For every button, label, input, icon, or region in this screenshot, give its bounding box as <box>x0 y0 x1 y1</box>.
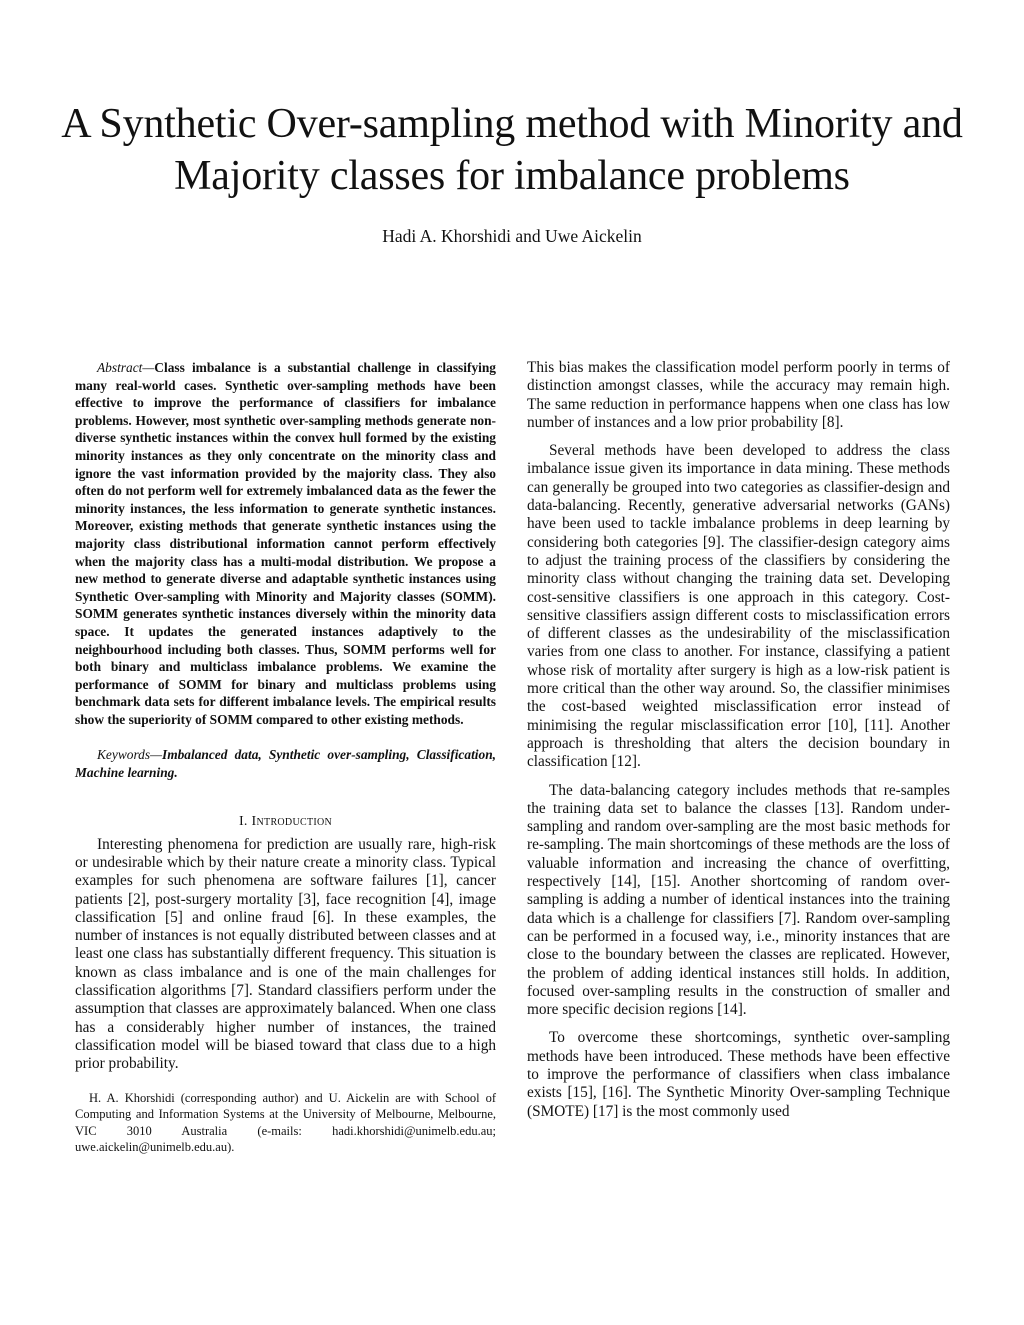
body-paragraph-3: The data-balancing category includes methods that re-samples the training data set to balance the classes [13]. Random under-sampling and random over-sampling are the most basic methods for re-sampling. The main shortcomings of these methods are the loss of valuable information and increasing the chance of overfitting, respectively [14], [15]. Another shortcoming of random over-sampling is adding a number of identical instances into the training data which is a challenge for classifiers [7]. Random over-sampling can be performed in a focused way, i.e., minority instances that are close to the boundary between the classes are replicated. However, the problem of adding identical instances still holds. In addition, focused over-sampling results in the construction of smaller and more specific decision regions [14]. <box>527 781 950 1019</box>
abstract-lead: Abstract— <box>97 360 155 375</box>
keywords-lead: Keywords— <box>97 747 162 763</box>
section-title: Introduction <box>251 813 333 829</box>
author-line: Hadi A. Khorshidi and Uwe Aickelin <box>382 226 642 246</box>
intro-paragraph: Interesting phenomena for prediction are usually rare, high-risk or undesirable which by their nature create a minority class. Typical examples for such phenomena are software failures [1], cancer patients [2], post-surgery mortality [3], face recognition [4], image classification [5] and online fraud [6]. In these examples, the number of instances is not equally distributed between classes and at least one class has substantially different frequency. This situation is known as class imbalance and is one of the main challenges for classification algorithms [7]. Standard classifiers perform under the assumption that classes are approximately balanced. When one class has a considerably higher number of instances, the trained classification model will be biased toward that class due to a high prior probability. <box>75 835 496 1073</box>
body-paragraph-2: Several methods have been developed to address the class imbalance issue given its importance in data mining. These methods can generally be grouped into two categories as classifier-design and data-balancing. Recently, generative adversarial networks (GANs) have been used to tackle imbalance problems in deep learning by considering both categories [9]. The classifier-design category aims to adjust the training process of the classifiers by considering the minority class without changing the training data set. Developing cost-sensitive classifiers is one approach in this category. Cost-sensitive classifiers assign different costs to misclassification errors of different classes as the undesirability of the misclassification varies from one class to another. For instance, classifying a patient whose risk of mortality after surgery is high as a low-risk patient is more critical than the other way around. So, the classifier minimises the cost-based weighted misclassification error instead of minimising the regular misclassification error [10], [11]. Another approach is thresholding that alters the decision boundary in classification [12]. <box>527 442 950 771</box>
keywords-text: Imbalanced data, Synthetic over-sampling, Classification, Machine learning. <box>75 747 496 781</box>
keywords <box>75 746 496 781</box>
body-paragraph-1: This bias makes the classification model perform poorly in terms of distinction amongst classes, while the accuracy may remain high. The same reduction in performance happens when one class has low number of instances and a low prior probability [8]. <box>527 359 950 431</box>
section-number: I. <box>238 813 248 829</box>
author-footnote: H. A. Khorshidi (corresponding author) and U. Aickelin are with School of Computing and Information Systems at the University of Melbourne, Melbourne, VIC 3010 Australia (e-mails: hadi.khorshidi@unimelb.edu.au; uwe.aickelin@unimelb.edu.au). <box>75 1090 496 1155</box>
right-column <box>527 359 950 1121</box>
abstract-text: Class imbalance is a substantial challenge in classifying many real-world cases. Synthetic over-sampling methods have been effective to improve the performance of classifiers for imbalance problems. However, most synthetic over-sampling methods generate non-diverse synthetic instances within the convex hull formed by the existing minority instances as they only concentrate on the minority class and ignore the vast information provided by the majority class. They also often do not perform well for extremely imbalanced data as the fewer the minority instances, the less information to generate synthetic instances. Moreover, existing methods that generate synthetic instances using the majority class distributional information cannot perform effectively when the majority class has a multi-modal distribution. We propose a new method to generate diverse and adaptable synthetic instances using Synthetic Over-sampling with Minority and Majority classes (SOMM). SOMM generates synthetic instances diversely within the minority data space. It updates the generated instances adaptively to the neighbourhood including both classes. Thus, SOMM performs well for both binary and multiclass imbalance problems. We examine the performance of SOMM for binary and multiclass problems using benchmark data sets for different imbalance levels. The empirical results show the superiority of SOMM compared to other existing methods. <box>75 360 496 727</box>
body-paragraph-4: To overcome these shortcomings, synthetic over-sampling methods have been introduced. These methods have been effective to improve the performance of classifiers when class imbalance exists [15], [16]. The Synthetic Minority Over-sampling Technique (SMOTE) [17] is the most commonly used <box>527 1029 950 1120</box>
abstract <box>75 359 496 728</box>
paper-title: A Synthetic Over-sampling method with Minority and Majority classes for imbalance problems <box>61 101 963 199</box>
section-heading-introduction <box>75 814 496 830</box>
left-column <box>75 359 496 1156</box>
